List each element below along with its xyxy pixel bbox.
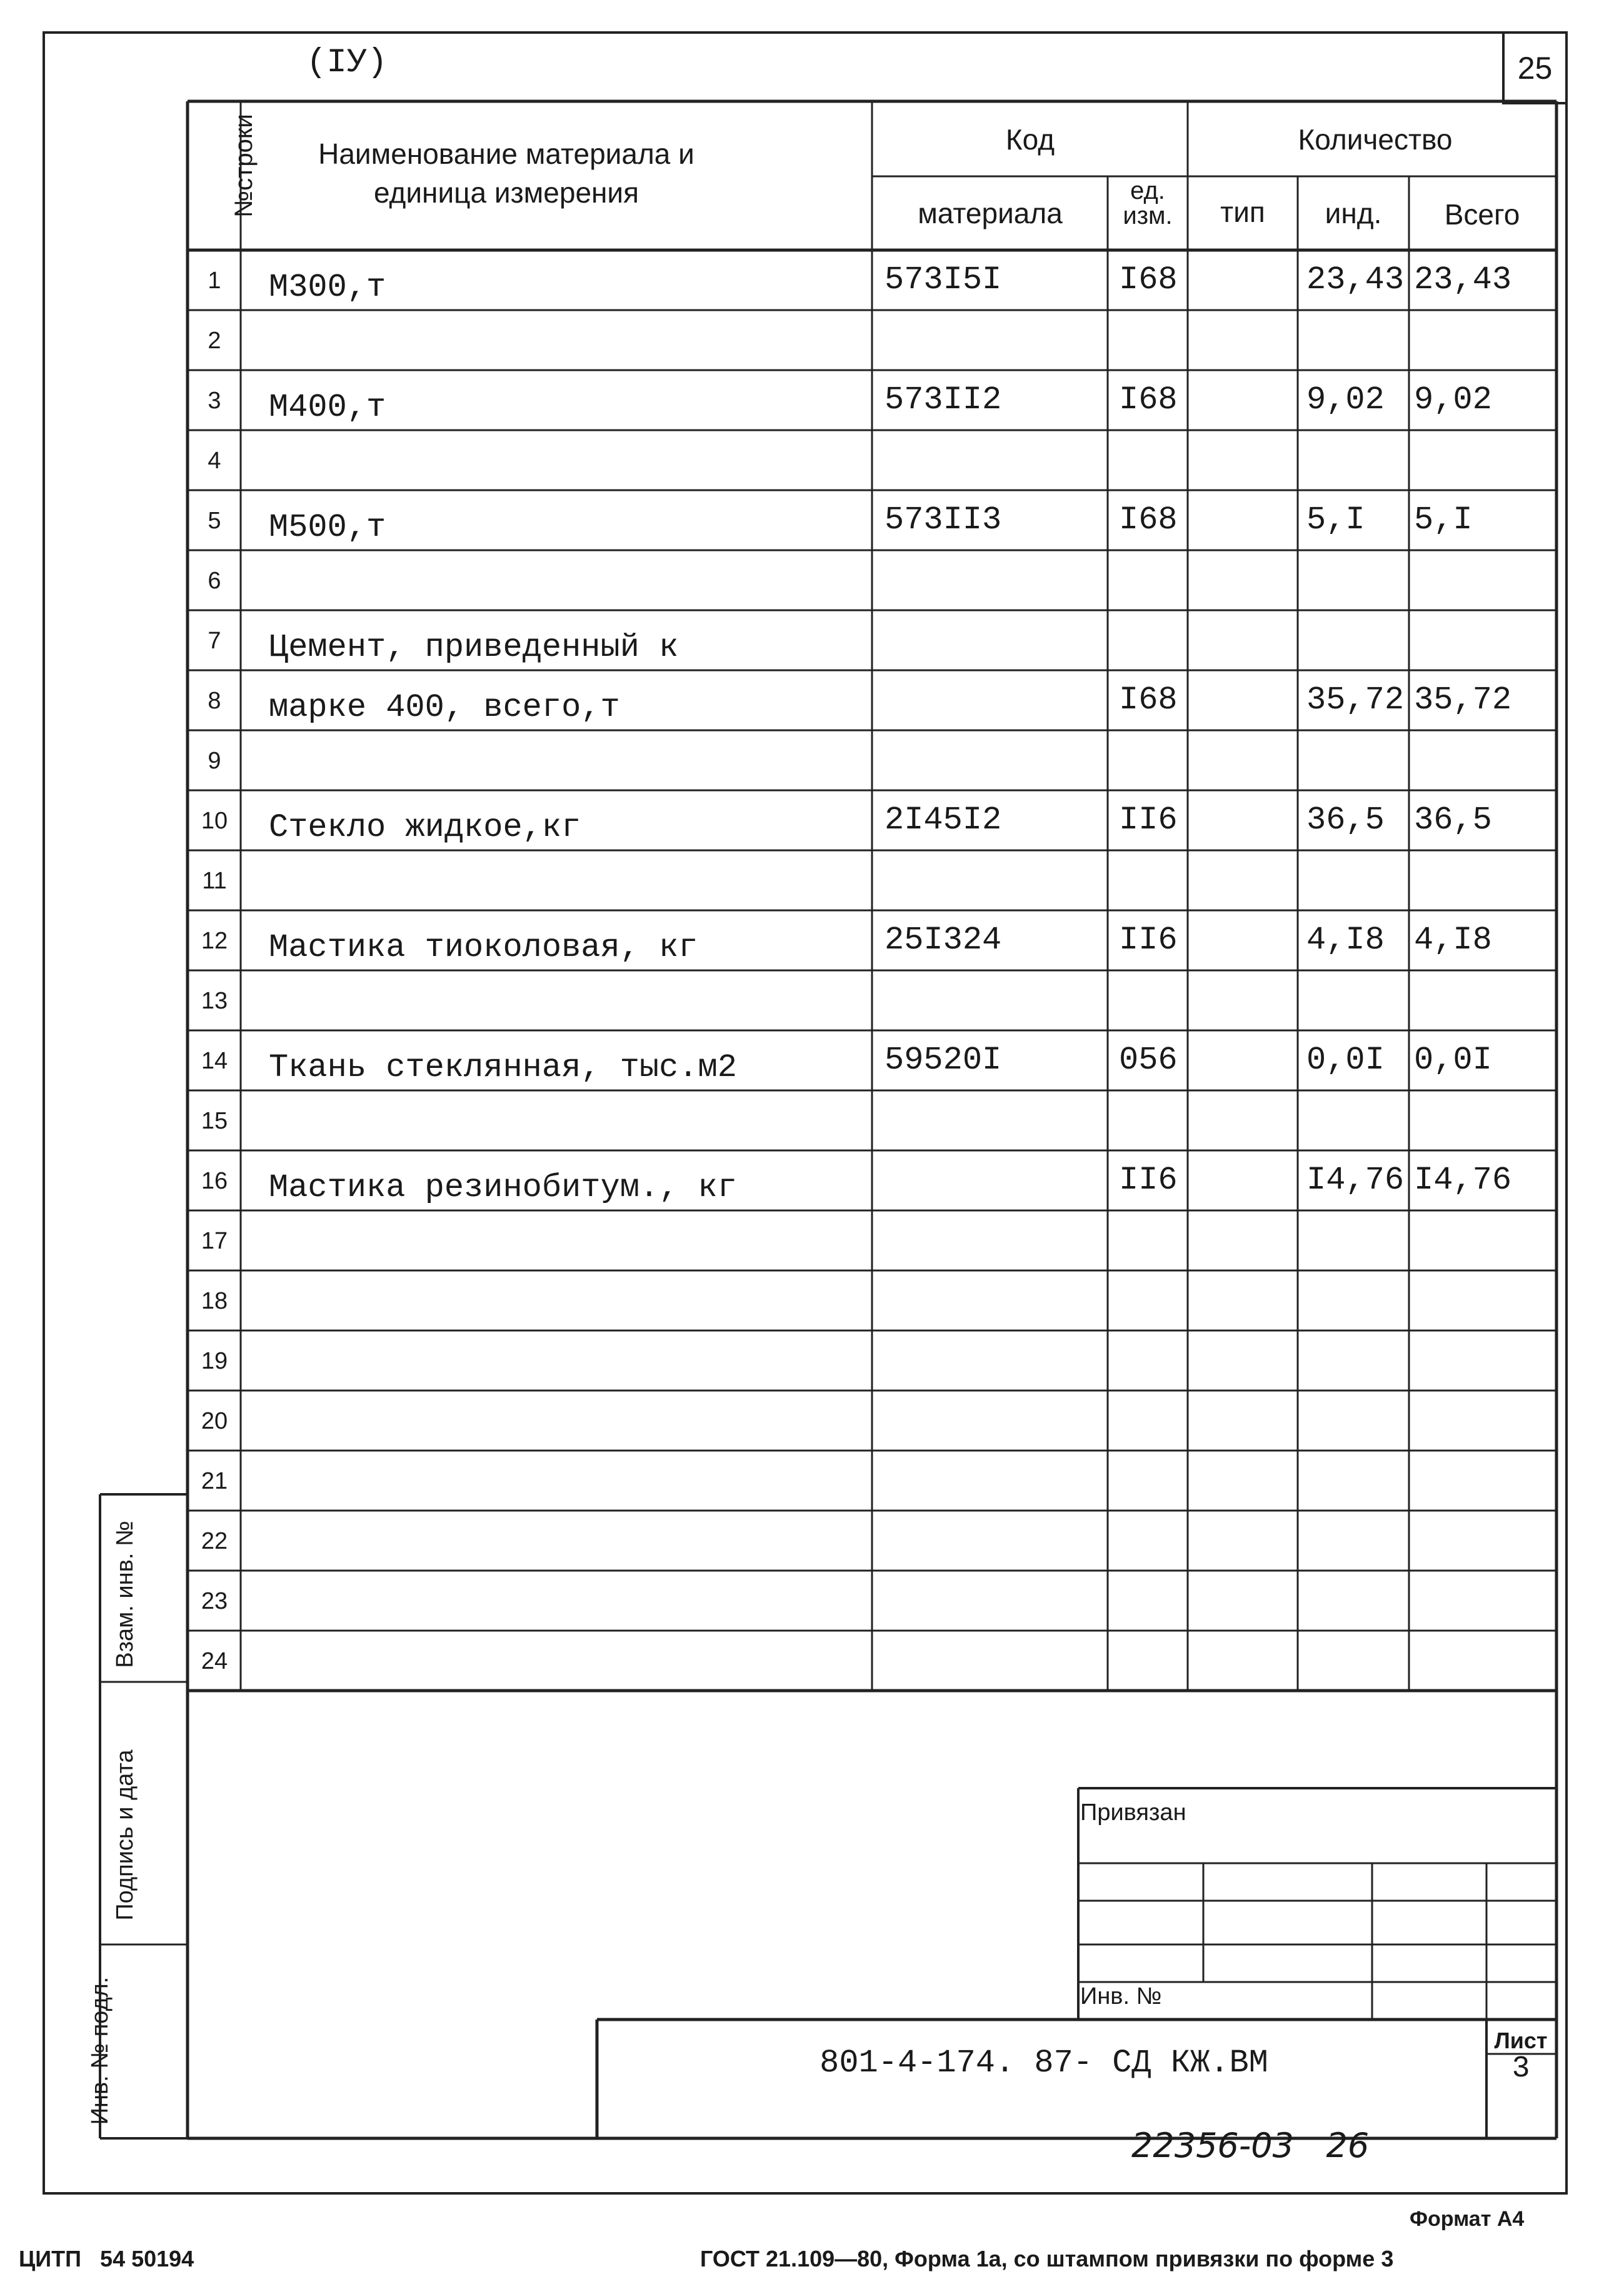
stamp-list-label: Лист bbox=[1494, 2028, 1548, 2053]
row-number: 9 bbox=[208, 748, 221, 774]
row-number: 20 bbox=[201, 1408, 228, 1434]
row-unit: I68 bbox=[1119, 501, 1178, 538]
row-unit: II6 bbox=[1119, 1162, 1178, 1199]
row-number: 14 bbox=[201, 1048, 228, 1074]
side-label-inv-podl: Инв. № подл. bbox=[87, 1976, 113, 2125]
row-number: 18 bbox=[201, 1288, 228, 1314]
row-number: 16 bbox=[201, 1168, 228, 1194]
row-ind: 0,0I bbox=[1306, 1042, 1385, 1079]
row-name: Стекло жидкое,кг bbox=[269, 809, 581, 846]
row-unit: 056 bbox=[1119, 1042, 1178, 1079]
header-quantity: Количество bbox=[1298, 123, 1453, 156]
row-number: 24 bbox=[201, 1648, 228, 1674]
row-number: 10 bbox=[201, 808, 228, 834]
side-label-vzam: Взам. инв. № bbox=[112, 1521, 138, 1668]
row-name: М400,т bbox=[269, 389, 386, 426]
side-label-podpis: Подпись и дата bbox=[112, 1749, 138, 1921]
row-unit: I68 bbox=[1119, 381, 1178, 418]
row-code: 573II2 bbox=[885, 381, 1002, 418]
row-name: Мастика резинобитум., кг bbox=[269, 1169, 737, 1206]
header-code-material: материала bbox=[918, 197, 1063, 229]
page-number: 25 bbox=[1517, 50, 1553, 86]
row-number: 12 bbox=[201, 928, 228, 954]
row-number: 8 bbox=[208, 688, 221, 714]
row-code: 573II3 bbox=[885, 501, 1002, 538]
row-number: 1 bbox=[208, 268, 221, 294]
row-unit: II6 bbox=[1119, 802, 1178, 838]
row-ind: 9,02 bbox=[1306, 381, 1385, 418]
row-ind: 23,43 bbox=[1306, 261, 1405, 298]
row-code: 59520I bbox=[885, 1042, 1002, 1079]
row-unit: I68 bbox=[1119, 261, 1178, 298]
handwritten-ref: 22356-03 26 bbox=[1131, 2126, 1370, 2165]
row-ind: 5,I bbox=[1306, 501, 1365, 538]
row-ind: I4,76 bbox=[1306, 1162, 1405, 1199]
row-number: 6 bbox=[208, 568, 221, 594]
row-total: 9,02 bbox=[1414, 381, 1492, 418]
stamp-inv-no: Инв. № bbox=[1080, 1983, 1162, 2010]
header-row-no: №строки bbox=[230, 114, 258, 218]
row-number: 19 bbox=[201, 1348, 228, 1374]
row-number: 11 bbox=[202, 868, 227, 894]
header-q-type: тип bbox=[1220, 196, 1265, 228]
row-code: 573I5I bbox=[885, 261, 1002, 298]
row-name: М500,т bbox=[269, 509, 386, 546]
row-name: Мастика тиоколовая, кг bbox=[269, 929, 698, 966]
row-ind: 35,72 bbox=[1306, 682, 1405, 718]
row-number: 21 bbox=[201, 1468, 228, 1494]
row-name: М300,т bbox=[269, 269, 386, 306]
row-total: 5,I bbox=[1414, 501, 1473, 538]
row-number: 23 bbox=[201, 1588, 228, 1614]
stamp-privyazan: Привязан bbox=[1080, 1799, 1186, 1826]
row-name: марке 400, всего,т bbox=[269, 689, 620, 726]
row-number: 22 bbox=[201, 1528, 228, 1554]
format-label: Формат А4 bbox=[1410, 2207, 1525, 2231]
row-code: 25I324 bbox=[885, 922, 1002, 958]
row-unit: II6 bbox=[1119, 922, 1178, 958]
row-number: 4 bbox=[208, 448, 221, 474]
row-number: 17 bbox=[201, 1228, 228, 1254]
stamp-designation: 801-4-174. 87- СД КЖ.ВМ bbox=[820, 2045, 1268, 2081]
row-number: 15 bbox=[201, 1108, 228, 1134]
header-name: Наименование материала и единица измерения bbox=[318, 138, 694, 209]
row-total: 4,I8 bbox=[1414, 922, 1492, 958]
header-q-ind: инд. bbox=[1325, 197, 1382, 229]
row-code: 2I45I2 bbox=[885, 802, 1002, 838]
row-number: 2 bbox=[208, 328, 221, 354]
stamp-list-value: 3 bbox=[1511, 2052, 1530, 2086]
footer-left: ЦИТП 54 50194 bbox=[19, 2246, 194, 2271]
sheet-marker: (IУ) bbox=[306, 44, 388, 82]
row-number: 5 bbox=[208, 508, 221, 534]
row-ind: 36,5 bbox=[1306, 802, 1385, 838]
row-unit: I68 bbox=[1119, 682, 1178, 718]
row-total: 23,43 bbox=[1414, 261, 1512, 298]
row-number: 3 bbox=[208, 388, 221, 414]
header-code-unit: ед. изм. bbox=[1123, 177, 1173, 229]
row-total: 0,0I bbox=[1414, 1042, 1492, 1079]
row-total: 35,72 bbox=[1414, 682, 1512, 718]
row-total: I4,76 bbox=[1414, 1162, 1512, 1199]
row-number: 7 bbox=[208, 628, 221, 654]
row-total: 36,5 bbox=[1414, 802, 1492, 838]
row-ind: 4,I8 bbox=[1306, 922, 1385, 958]
footer-right: ГОСТ 21.109—80, Форма 1а, со штампом привязки по форме 3 bbox=[700, 2246, 1394, 2271]
row-name: Цемент, приведенный к bbox=[269, 629, 679, 666]
row-name: Ткань стеклянная, тыс.м2 bbox=[269, 1049, 737, 1086]
header-q-total: Всего bbox=[1444, 198, 1520, 231]
header-code: Код bbox=[1005, 123, 1055, 156]
row-number: 13 bbox=[201, 988, 228, 1014]
